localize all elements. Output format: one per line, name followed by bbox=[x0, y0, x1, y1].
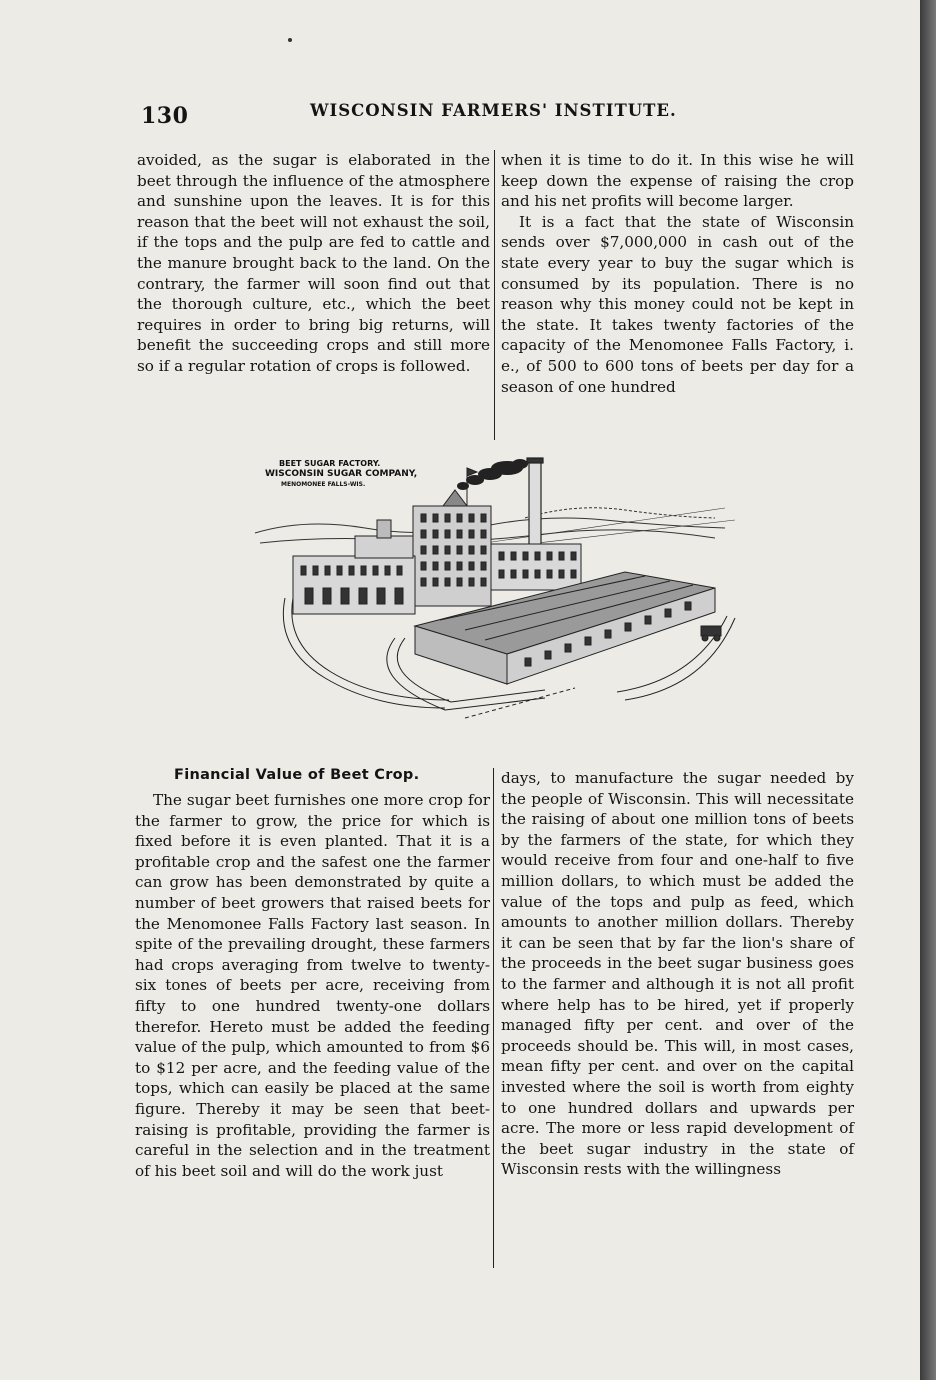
page-number: 130 bbox=[141, 103, 189, 129]
top-left-column bbox=[137, 150, 490, 377]
bottom-right-column bbox=[501, 768, 854, 1180]
paragraph: It is a fact that the state of Wisconsin sends over $7,000,000 in cash out of the state every year to buy the sugar which is consumed by its population. There is no reason why this money could not be kept in the state. It takes twenty factories of the capacity of the Menomonee Falls Factory, i. e., of 500 to 600 tons of beets per day for a season of one hundred bbox=[501, 212, 854, 396]
landscape bbox=[255, 508, 735, 548]
chimney bbox=[527, 458, 543, 545]
column-divider bbox=[493, 768, 494, 1268]
top-right-column bbox=[501, 150, 854, 397]
left-wing bbox=[293, 520, 415, 614]
right-wing bbox=[491, 544, 581, 590]
factory-illustration bbox=[245, 448, 745, 748]
print-speck bbox=[288, 38, 292, 42]
figure-caption-company: WISCONSIN SUGAR COMPANY, bbox=[265, 469, 418, 479]
wagon bbox=[701, 626, 721, 641]
main-building bbox=[413, 468, 491, 606]
paragraph: The sugar beet furnishes one more crop for the farmer to grow, the price for which is fixed before it is even planted. That it is a profitable crop and the safest one the farmer can grow has been demonstrated by quite a number of beet growers that raised beets for the Menomonee Falls Factory last season. In spite of the prevailing drought, these farmers had crops averaging from twelve to twenty-six tones of beets per acre, receiving from fifty to one hundred twenty-one dollars therefor. Hereto must be added the feeding value of the pulp, which amounted to from $6 to $12 per acre, and the feeding value of the tops, which can easily be placed at the same figure. Thereby it may be seen that beet-raising is profitable, providing the farmer is careful in the selection and in the treatment of his beet soil and will do the work just bbox=[135, 791, 490, 1180]
running-title: WISCONSIN FARMERS' INSTITUTE. bbox=[310, 101, 677, 120]
paragraph: avoided, as the sugar is elaborated in the beet through the influence of the atmosphere and sunshine upon the leaves. It is for this reason that the beet will not exhaust the soil, if the tops and the pulp are fed to cattle and the manure brought back to the land. On the contrary, the farmer will soon find out that the thorough culture, etc., which the beet requires in order to bring big returns, will benefit the succeeding crops and still more so if a regular rotation of crops is followed. bbox=[137, 151, 490, 375]
section-heading: Financial Value of Beet Crop. bbox=[174, 767, 420, 783]
figure-caption-location: MENOMONEE FALLS-WIS. bbox=[281, 481, 366, 488]
paragraph: days, to manufacture the sugar needed by the people of Wisconsin. This will necessitate the raising of about one million tons of beets by the farmers of the state, for which they would receive from four and one-half to five million dollars, to which must be added the value of the tops and pulp as feed, which amounts to another million dollars. Thereby it can be seen that by far the lion's share of the proceeds in the beet sugar business goes to the farmer and although it is not all profit where help has to be hired, yet if properly managed fifty per cent. and over of the proceeds should be. This will, in most cases, mean fifty per cent. and over on the capital invested where the soil is worth from eighty to one hundred dollars and upwards per acre. The more or less rapid development of the beet sugar industry in the state of Wisconsin rests with the willingness bbox=[501, 769, 854, 1179]
column-divider bbox=[494, 150, 495, 440]
figure-caption-title: BEET SUGAR FACTORY. bbox=[279, 459, 381, 468]
bottom-left-column bbox=[135, 790, 490, 1181]
paragraph: when it is time to do it. In this wise he will keep down the expense of raising the crop and his net profits will become larger. bbox=[501, 151, 854, 211]
scan-border bbox=[920, 0, 936, 1380]
